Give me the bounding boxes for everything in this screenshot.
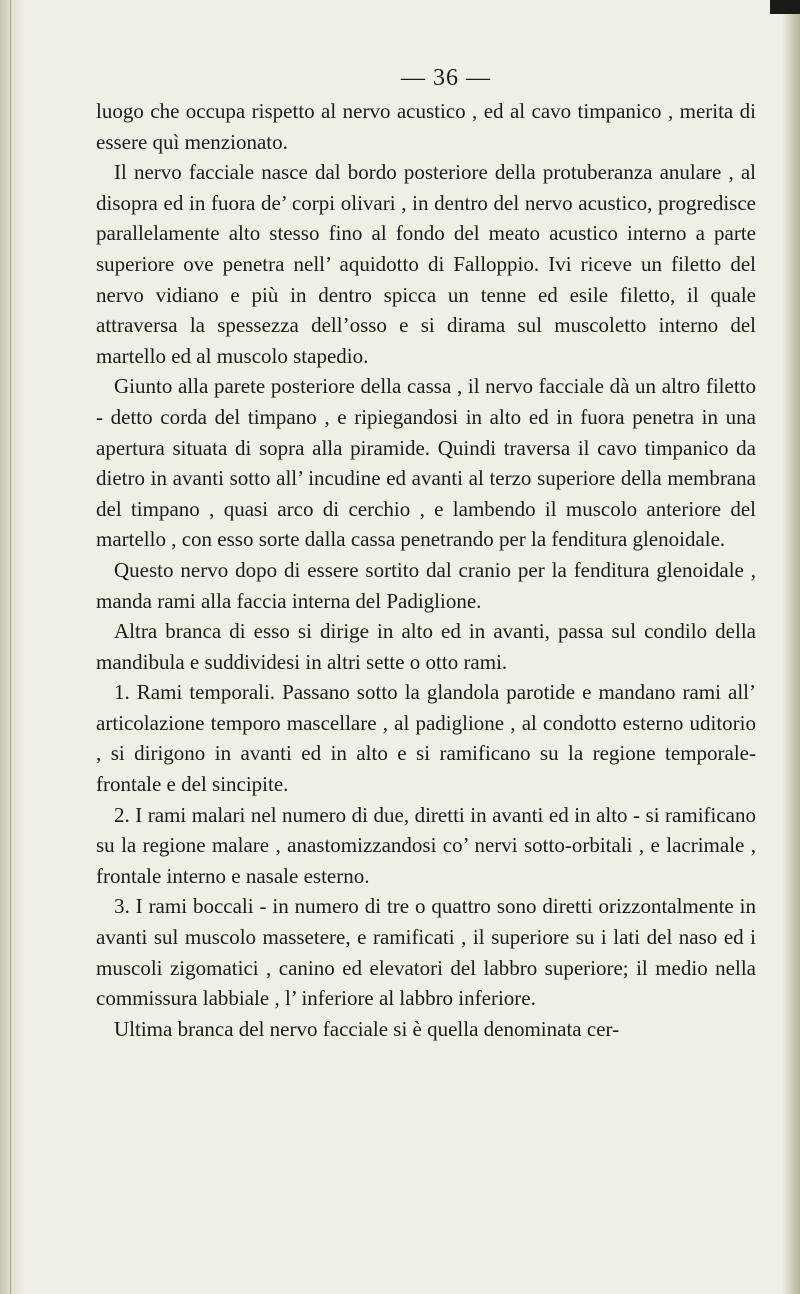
page-left-edge xyxy=(0,0,26,1294)
page-number: — 36 — xyxy=(401,65,491,91)
paragraph: Ultima branca del nervo facciale si è quella denominata cer- xyxy=(114,1016,620,1041)
page-right-edge xyxy=(782,0,800,1294)
binding-line xyxy=(10,0,11,1294)
paragraph: Altra branca di esso si dirige in alto ed in avanti, passa sul condilo della mandibula e suddividesi in altri sette o otto rami. xyxy=(96,619,756,674)
paragraph: Il nervo facciale nasce dal bordo posteriore della protuberanza anulare , al disopra ed in fuora de’ corpi olivari , in dentro del nervo acustico, progredisce parallelamente alto stesso fino al fondo del meato acustico interno a parte superiore ove penetra nell’ aquidotto di Falloppio. Ivi riceve un filetto del nervo vidiano e più in dentro spicca un tenne ed esile filetto, il quale attraversa la spessezza dell’osso e si dirama sul muscoletto interno del martello ed al muscolo stapedio. xyxy=(96,160,756,368)
body-text xyxy=(96,96,756,1044)
scan-corner xyxy=(770,0,800,14)
paragraph: 1. Rami temporali. Passano sotto la glandola parotide e mandano rami all’ articolazione temporo mascellare , al padiglione , al condotto esterno uditorio , si dirigono in avanti ed in alto e si ramificano su la regione temporale-frontale e del sincipite. xyxy=(96,680,756,797)
paragraph: 2. I rami malari nel numero di due, diretti in avanti ed in alto - si ramificano su la regione malare , anastomizzandosi co’ nervi sotto-orbitali , e lacrimale , frontale interno e nasale esterno. xyxy=(96,802,756,888)
paragraph: 3. I rami boccali - in numero di tre o quattro sono diretti orizzontalmente in avanti sul muscolo massetere, e ramificati , il superiore su i lati del naso ed i muscoli zigomatici , canino ed elevatori del labbro superiore; il medio nella commissura labbiale , l’ inferiore al labbro inferiore. xyxy=(96,894,756,1011)
paragraph: luogo che occupa rispetto al nervo acustico , ed al cavo timpanico , merita di essere quì menzionato. xyxy=(96,99,756,154)
book-page xyxy=(96,64,756,1044)
paragraph: Questo nervo dopo di essere sortito dal cranio per la fenditura glenoidale , manda rami alla faccia interna del Padiglione. xyxy=(96,557,756,613)
paragraph: Giunto alla parete posteriore della cassa , il nervo facciale dà un altro filetto - detto corda del timpano , e ripiegandosi in alto ed in fuora penetra in una apertura situata di sopra alla piramide. Quindi traversa il cavo timpanico da dietro in avanti sotto all’ incudine ed avanti al terzo superiore della membrana del timpano , quasi arco di cerchio , e lambendo il muscolo anteriore del martello , con esso sorte dalla cassa penetrando per la fenditura glenoidale. xyxy=(96,374,756,552)
